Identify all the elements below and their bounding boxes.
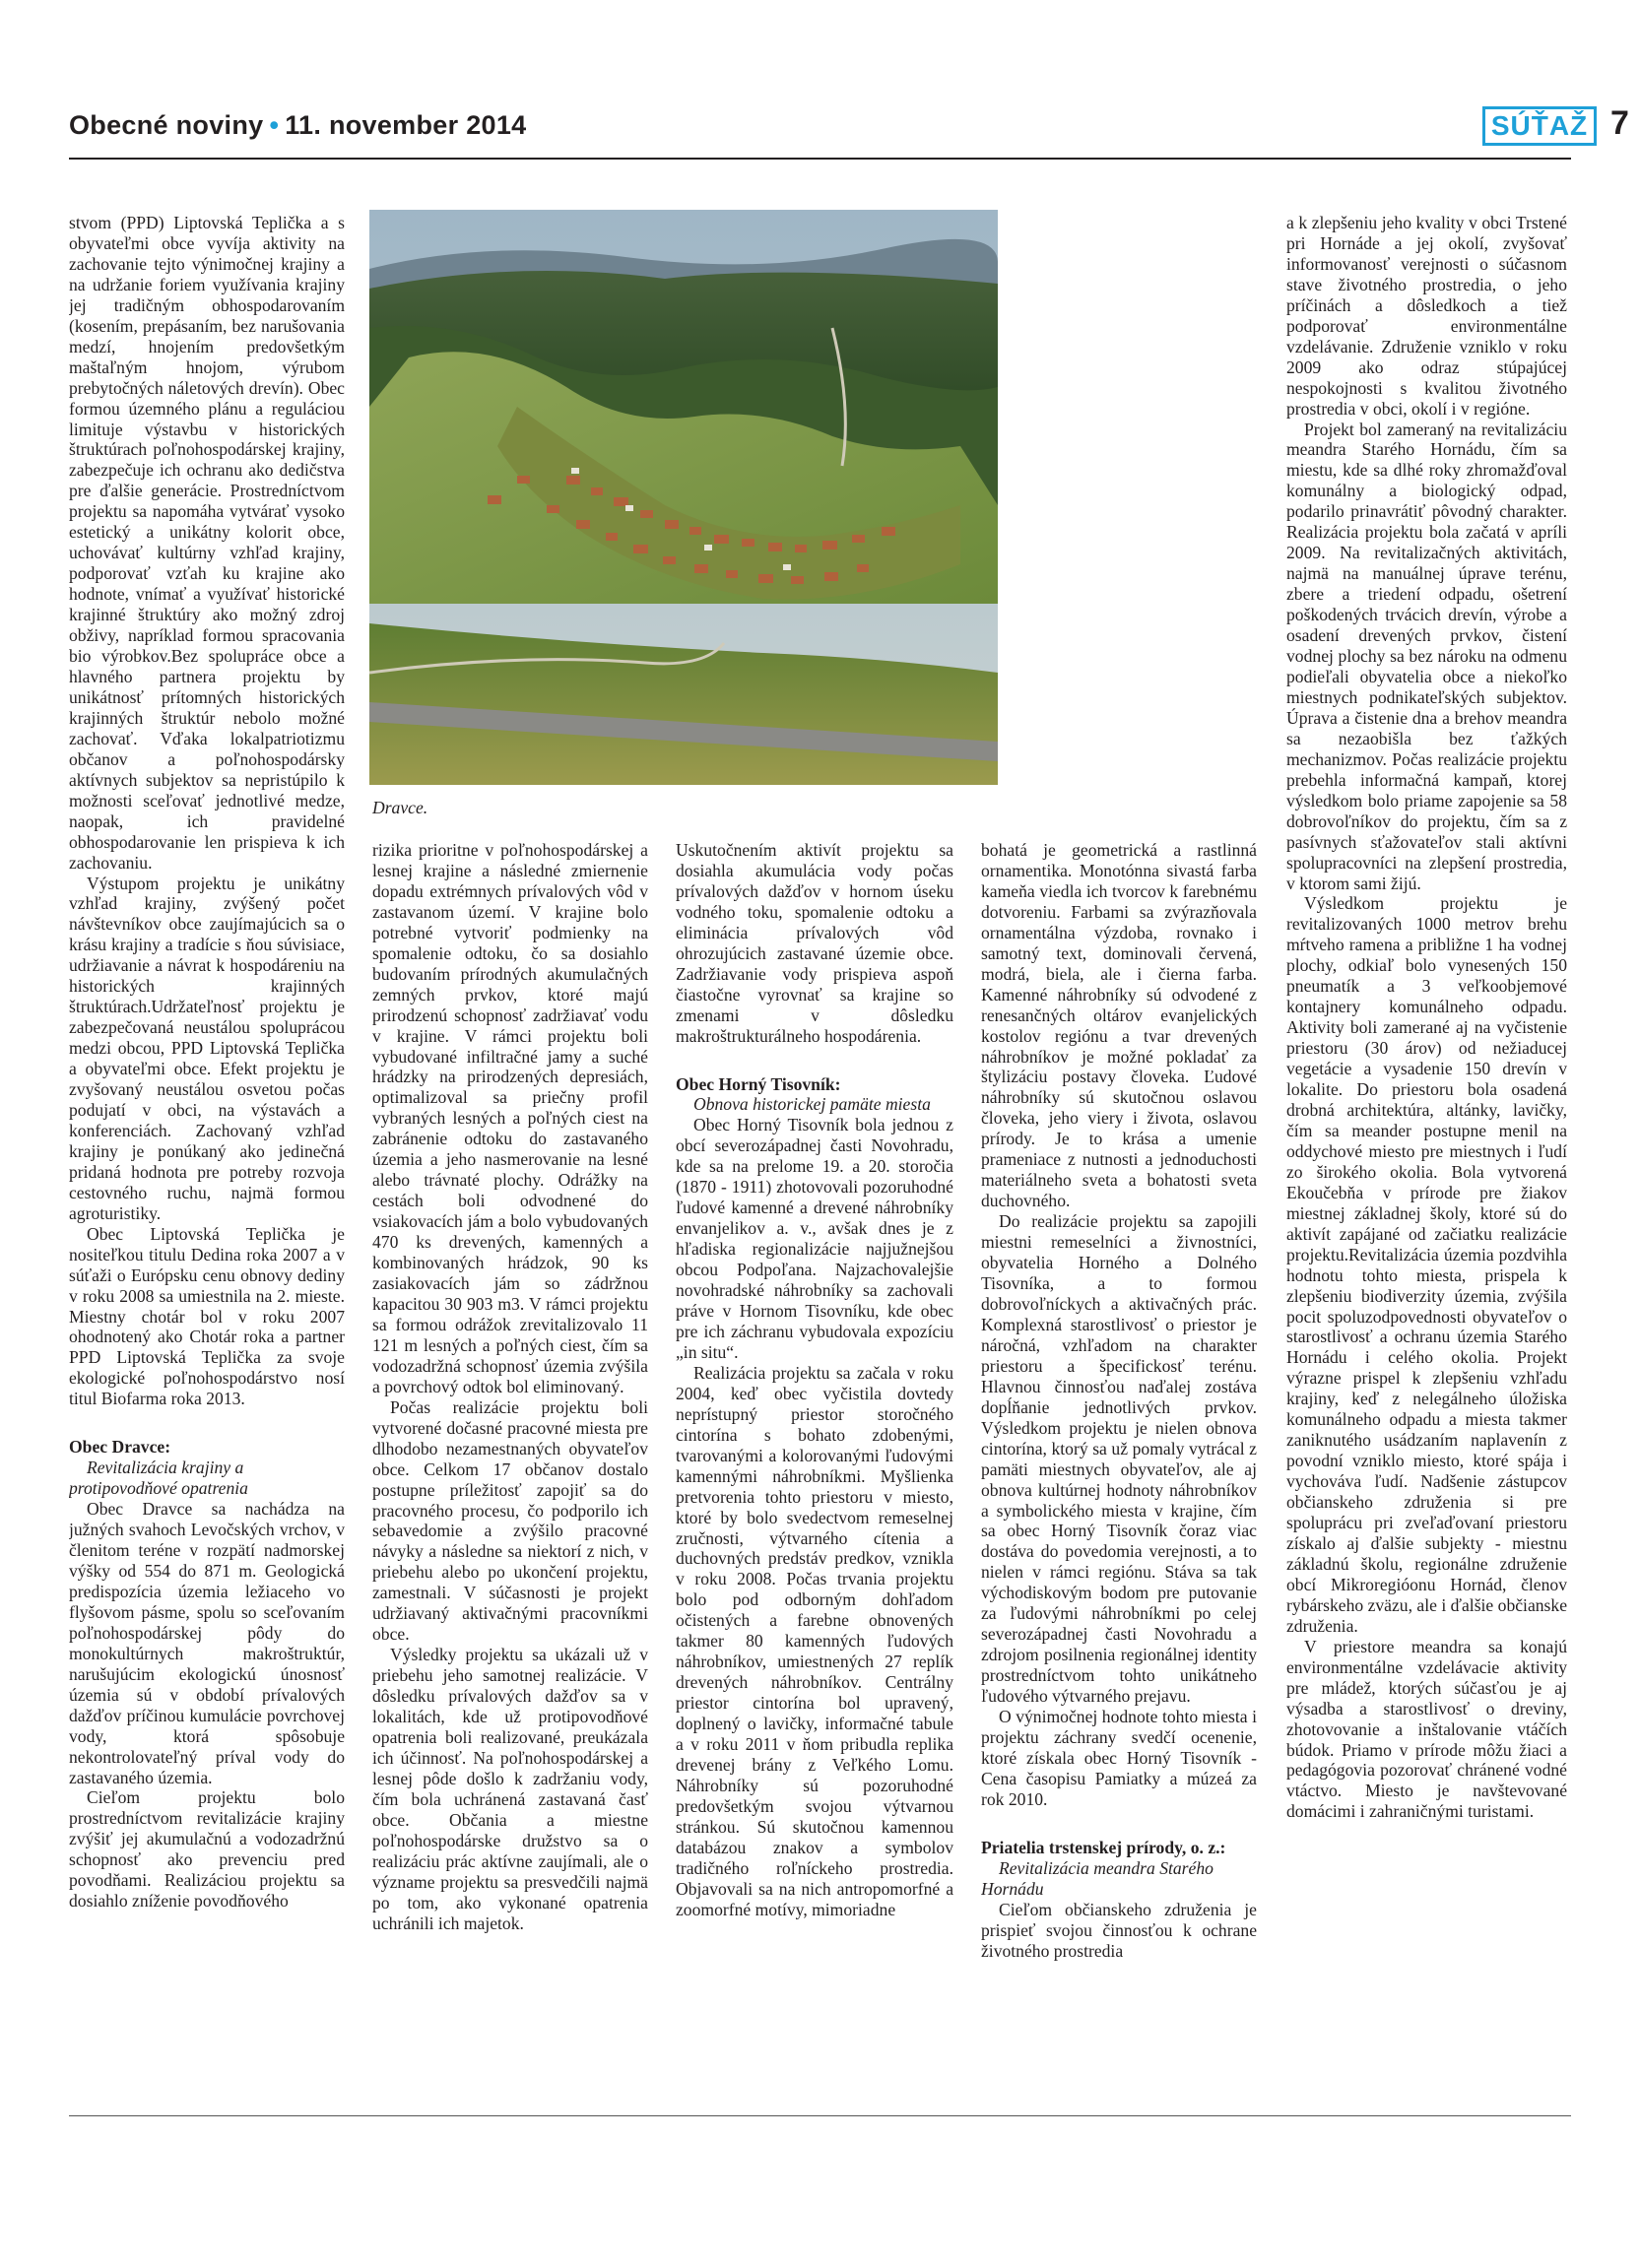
- column-2: [372, 840, 648, 2110]
- paragraph: Výstupom projektu je unikátny vzhľad krajiny, zvýšený počet návštevníkov obce zaujímajúcich sa o krásu krajiny a tradície s ňou súvisiace, udržiavanie a návrat k hospodáreniu na historických krajinných štruktúrach.Udržateľnosť projektu je zabezpečovaná neustálou spoluprácou medzi obcou, PPD Liptovská Teplička a obyvateľmi obce. Efekt projektu je zvyšovaný neustálou osvetou počas podujatí v obci, na výstavách a konferenciách. Zachovaný vzhľad krajiny je ponúkaný ako jedinečná pridaná hodnota pre potreby rozvoja cestovného ruchu, najmä formou agroturistiky.: [69, 873, 345, 1223]
- paragraph: Realizácia projektu sa začala v roku 2004, keď obec vyčistila dovtedy neprístupný priestor storočného cintorína s bohato zdobenými, tvarovanými a kolorovanými ľudovými kamennými náhrobníkmi. Myšlienka pretvorenia tohto priestoru v miesto, ktoré by bolo svedectvom remeselnej zručnosti, výtvarného cítenia a duchovných predstáv predkov, vznikla v roku 2008. Počas trvania projektu bolo pod odborným dohľadom očistených a farebne obnovených takmer 80 kamenných ľudových náhrobníkov, umiestnených 27 replík drevených náhrobníkov. Centrálny priestor cintorína bol upravený, doplnený o lavičky, informačné tabule a v roku 2011 v ňom pribudla replika drevenej brány z Veľkého Lomu. Náhrobníky sú pozoruhodné predovšetkým svojou výtvarnou stránkou. Sú skutočnou kamennou databázou znakov a symbolov tradičného roľníckeho prostredia. Objavovali sa na nich antropomorfné a zoomorfné motívy, mimoriadne: [676, 1362, 953, 1919]
- spacer: [981, 1810, 1257, 1830]
- paragraph: Projekt bol zameraný na revitalizáciu meandra Starého Hornádu, čím sa miestu, kde sa dlhé roky zhromažďoval komunálny a biologický odpad, podarilo prinavrátiť pôvodný charakter. Realizácia projektu bola začatá v apríli 2009. Na revitalizačných aktivitách, najmä na manuálnej úprave terénu, zbere a triedení odpadu, ošetrení poškodených trvácich drevín, výrobe a osadení drevených prvkov, čistení vodnej plochy sa bez nároku na odmenu podieľali obyvatelia obce a niekoľko miestnych podnikateľských subjektov. Úprava a čistenie dna a brehov meandra sa nezaobišla bez ťažkých mechanizmov. Počas realizácie projektu prebehla informačná kampaň, ktorej výsledkom bolo priame zapojenie sa 58 dobrovoľníkov do projektu, čím sa z pasívnych sťažovateľov stali aktívni spolupracovníci na zlepšení prostredia, v ktorom sami žijú.: [1286, 419, 1567, 893]
- spacer: [676, 1047, 953, 1067]
- paragraph: stvom (PPD) Liptovská Teplička a s obyvateľmi obce vyvíja aktivity na zachovanie tejto výnimočnej krajiny a na udržanie foriem využívania krajiny jej tradičným obhospodarovaním (kosením, prepásaním, bez narušovania medzí, hnojením predovšetkým maštaľným hnojom, výrubom prebytočných náletových drevín). Obec formou územného plánu a reguláciou limituje výstavbu v historických štruktúrach poľnohospodárskej krajiny, zabezpečuje ich ochranu ako dedičstva pre ďalšie generácie. Prostredníctvom projektu sa napomáha vytvárať vysoko estetický a unikátny kolorit obce, uchovávať kultúrny vzhľad krajiny, podporovať vzťah ku krajine ako hodnote, vnímať a využívať historické krajinné štruktúry ako možný zdroj obživy, napríklad formou spracovania bio výrobkov.Bez spolupráce obce a hlavného partnera projektu by unikátnosť prítomných historických krajinných štruktúr nebolo možné zachovať. Vďaka lokalpatriotizmu občanov a poľnohospodársky aktívnych subjektov sa nepristúpilo k možnosti sceľovať jednotlivé medze, naopak, ich pravidelné obhospodarovanie len prispieva k ich zachovaniu.: [69, 213, 345, 873]
- section-label: SÚŤAŽ: [1482, 106, 1597, 146]
- paragraph: bohatá je geometrická a rastlinná ornamentika. Monotónna sivastá farba kameňa viedla ich tvorcov k farebnému dotvoreniu. Farbami sa zvýrazňovala ornamentálna výzdoba, rovnako i samotný text, dominovali červená, modrá, biela, ale i čierna farba. Kamenné náhrobníky sú odvodené z renesančných oltárov evanjelických kostolov regiónu a tvar drevených náhrobníkov je možné pokladať za štylizáciu postavy človeka. Ľudové náhrobníky sú skutočnou oslavou človeka, jeho viery i života, oslavou prírody. Je to krása a umenie prameniace z nutnosti a jednoduchosti materiálneho sveta a bohatosti sveta duchovného.: [981, 840, 1257, 1211]
- bullet-separator: •: [269, 110, 280, 140]
- aerial-village-photo: [369, 210, 998, 785]
- page-header: [69, 104, 1629, 146]
- page-number: 7: [1610, 104, 1629, 142]
- paragraph: V priestore meandra sa konajú environmentálne vzdelávacie aktivity pre mládež, ktorých súčasťou je aj výsadba a starostlivosť o dreviny, zhotovovanie a inštalovanie vtáčích búdok. Priamo v prírode môžu žiaci a pedagógovia pozorovať chránené vodné vtáctvo. Miesto je navštevované domácimi i zahraničnými turistami.: [1286, 1636, 1567, 1822]
- issue-date: 11. november 2014: [285, 110, 527, 140]
- footer-rule: [69, 2115, 1571, 2116]
- paragraph: Výsledky projektu sa ukázali už v priebehu jeho samotnej realizácie. V dôsledku prívalových dažďov sa v lokalitách, kde už protipovodňové opatrenia boli realizované, preukázala ich účinnosť. Na poľnohospodárskej a lesnej pôde došlo k zadržaniu vody, čím bola uchránená zastavaná časť obce. Občania a miestne poľnohospodárske družstvo sa o realizáciu prác aktívne zaujímali, ale o významе projektu sa presvedčili najmä po tom, ako vykonané opatrenia uchránili ich majetok.: [372, 1645, 648, 1933]
- paragraph: O výnimočnej hodnote tohto miesta i projektu záchrany svedčí ocenenie, ktoré získala obec Horný Tisovník - Cena časopisu Pamiatky a múzeá za rok 2010.: [981, 1707, 1257, 1809]
- column-4: [981, 840, 1257, 2110]
- column-5: [1286, 213, 1567, 2106]
- paragraph: Do realizácie projektu sa zapojili miestni remeselníci a živnostníci, obyvatelia Horného a Dolného Tisovníka, a to formou dobrovoľníckych a aktivačných prác. Komplexná starostlivosť o priestor je náročná, vzhľadom na charakter priestoru a špecifickosť terénu. Hlavnou činnosťou naďalej zostáva dopĺňanie jednotlivých prvkov. Výsledkom projektu je nielen obnova cintorína, ktorý sa už pomaly vytrácal z pamäti miestnych obyvateľov, ale aj obnova kultúrnej hodnoty náhrobníkov a symbolického miesta v krajine, čím sa obec Horný Tisovník čoraz viac dostáva do povedomia verejnosti, a to nielen v rámci regiónu. Stáva sa tak východiskovým bodom pre putovanie za ľudovými náhrobníkmi po celej severozápadnej časti Novohradu a zdrojom posilnenia regionálnej identity prostredníctvom tohto unikátneho ľudového výtvarného prejavu.: [981, 1211, 1257, 1707]
- photo-caption: Dravce.: [372, 798, 428, 817]
- section-subheading: Obnova historickej pamäte miesta: [693, 1094, 931, 1115]
- masthead: [69, 110, 526, 141]
- section-subheading: Revitalizácia krajiny a protipovodňové opatrenia: [69, 1458, 248, 1499]
- paragraph: a k zlepšeniu jeho kvality v obci Trstené pri Hornáde a jej okolí, zvyšovať informovanosť verejnosti o súčasnom stave životného prostredia, o jeho príčinách a dôsledkoch a tiež podporovať environmentálne vzdelávanie. Združenie vzniklo v roku 2009 ako odraz stúpajúcej nespokojnosti s kvalitou životného prostredia v obci, okolí i v regióne.: [1286, 213, 1567, 419]
- column-3: [676, 840, 953, 2110]
- paragraph: Počas realizácie projektu boli vytvorené dočasné pracovné miesta pre dlhodobo nezamestnaných obyvateľov obce. Celkom 17 občanov dostalo postupne príležitosť zapojiť sa do pracovného procesu, čo podporilo ich sebavedomie a zvýšilo pracovné návyky a následne sa niektorí z nich, v priebehu alebo po ukončení projektu, zamestnali. V súčasnosti je projekt udržiavaný aktivačnými pracovníkmi obce.: [372, 1396, 648, 1645]
- paragraph: Obec Dravce sa nachádza na južných svahoch Levočských vrchov, v členitom teréne v rozpätí nadmorskej výšky od 554 do 871 m. Geologická predispozícia územia ležiaceho vo flyšovom pásme, spolu so sceľovaním poľnohospodárskej pôdy do monokultúrnych makroštruktúr, narušujúcim ekologickú únosnosť územia sú v období prívalových dažďov príčinou kumulácie povrchovej vody, ktorá spôsobuje nekontrolovateľný príval vody do zastavaného územia.: [69, 1499, 345, 1787]
- paragraph: rizika prioritne v poľnohospodárskej a lesnej krajine a následné zmiernenie dopadu extrémnych prívalových vôd v zastavanom území. V krajine bolo potrebné vytvoriť podmienky na spomalenie odtoku, čo sa dosiahlo budovaním prírodných akumulačných zemných prvkov, ktoré majú prirodzenú schopnosť zadržiavať vodu v krajine. V rámci projektu boli vybudované infiltračné jamy a suché hrádzky na prirodzených depresiách, optimalizoval sa priečny profil vybraných lesných a poľných ciest na zabránenie odtoku do zastavaného územia a jeho nasmerovanie na lesné alebo trávnaté plochy. Odrážky na cestách boli odvodnené do vsiakovacích jám a bolo vybudovaných 470 ks drevených, kamenných a kombinovaných hrádzok, 90 ks zasiakovacích jám so zádržnou kapacitou 30 903 m3. V rámci projektu sa formou odrážok zrevitalizovalo 11 121 m lesných a poľných ciest, čím sa vodozadržná schopnosť územia zvýšila a povrchový odtok bol eliminovaný.: [372, 840, 648, 1396]
- column-1: [69, 213, 345, 2106]
- section-heading: Obec Horný Tisovník:: [676, 1073, 841, 1094]
- paragraph: Uskutočnením aktivít projektu sa dosiahla akumulácia vody počas prívalových dažďov v hornom úseku vodného toku, spomalenie odtoku a eliminácia prívalových vôd ohrozujúcich zastavané územie obce. Zadržiavanie vody prispieva aspoň čiastočne vyrovnať sa krajine so zmenami v dôsledku makroštrukturálneho hospodárenia.: [676, 840, 953, 1046]
- paragraph: Výsledkom projektu je revitalizovaných 1000 metrov brehu mŕtveho ramena a približne 1 ha vodnej plochy, odkiaľ bolo vynesených 150 pneumatík a 3 veľkoobjemové kontajnery komunálneho odpadu. Aktivity boli zamerané aj na vyčistenie priestoru (30 árov) od nežiaducej vegetácie a vysadenie 150 drevín v lokalite. Do priestoru bola osadená drobná architektúra, altánky, lavičky, čím sa meander postupne menil na oddychové miesto pre miestnych i ľudí zo širokého okolia. Bola vytvorená Ekoučebňa v prírode pre žiakov miestnej základnej školy, ktoré sú do aktivít zapájané od začiatku realizácie projektu.Revitalizácia územia pozdvihla hodnotu tohto miesta, prispela k zlepšeniu biodiverzity územia, zvýšila pocit spoluzodpovednosti obyvateľov o starostlivosť a ochranu územia Starého Hornádu i celého okolia. Projekt výrazne prispel k zlepšeniu vzhľadu krajiny, keď z nelegálneho úložiska komunálneho odpadu a miesta takmer zaniknutého usádzaním naplavenín z povodní vzniklo miesto, ktoré spája i vychováva ľudí. Nadšenie zástupcov občianskeho združenia si pre spoluprácu pri zveľaďovaní priestoru získalo aj ďalšie subjekty - miestnu základnú školu, regionálne združenie obcí Mikroregióonu Hornád, členov rybárskeho zväzu, ale i ďalšie občianske združenia.: [1286, 893, 1567, 1636]
- section-heading: Obec Dravce:: [69, 1437, 171, 1458]
- paper-name: Obecné noviny: [69, 110, 264, 140]
- spacer: [69, 1409, 345, 1429]
- paragraph: Obec Liptovská Teplička je nositeľkou titulu Dedina roka 2007 a v súťaži o Európsku cenu obnovy dediny v roku 2008 sa umiestnila na 2. mieste. Miestny chotár bol v roku 2007 ohodnotený ako Chotár roka a partner PPD Liptovská Teplička za svoje ekologické poľnohospodárstvo nosí titul Biofarma roka 2013.: [69, 1223, 345, 1409]
- paragraph: Cieľom občianskeho združenia je prispieť svojou činnosťou k ochrane životného prostredia: [981, 1899, 1257, 1961]
- header-rule: [69, 158, 1571, 160]
- section-heading: Priatelia trstenskej prírody, o. z.:: [981, 1837, 1226, 1857]
- section-subheading: Revitalizácia meandra Starého Hornádu: [981, 1857, 1214, 1899]
- paragraph: Cieľom projektu bolo prostredníctvom revitalizácie krajiny zvýšiť jej akumulačnú a vodozadržnú schopnosť ako prevenciu pred povodňami. Realizáciou projektu sa dosiahlo zníženie povodňového: [69, 1787, 345, 1912]
- paragraph: Obec Horný Tisovník bola jednou z obcí severozápadnej časti Novohradu, kde sa na prelome 19. a 20. storočia (1870 - 1911) zhotovovali pozoruhodné ľudové kamenné a drevené náhrobníky envanjelikov a. v., avšak dnes je z hľadiska regionalizácie najjužnejšou obcou Podpoľana. Najzachovalejšie novohradské náhrobníky sa zachovali práve v Hornom Tisovníku, kde obec pre ich záchranu vybudovala expozíciu „in situ“.: [676, 1115, 953, 1362]
